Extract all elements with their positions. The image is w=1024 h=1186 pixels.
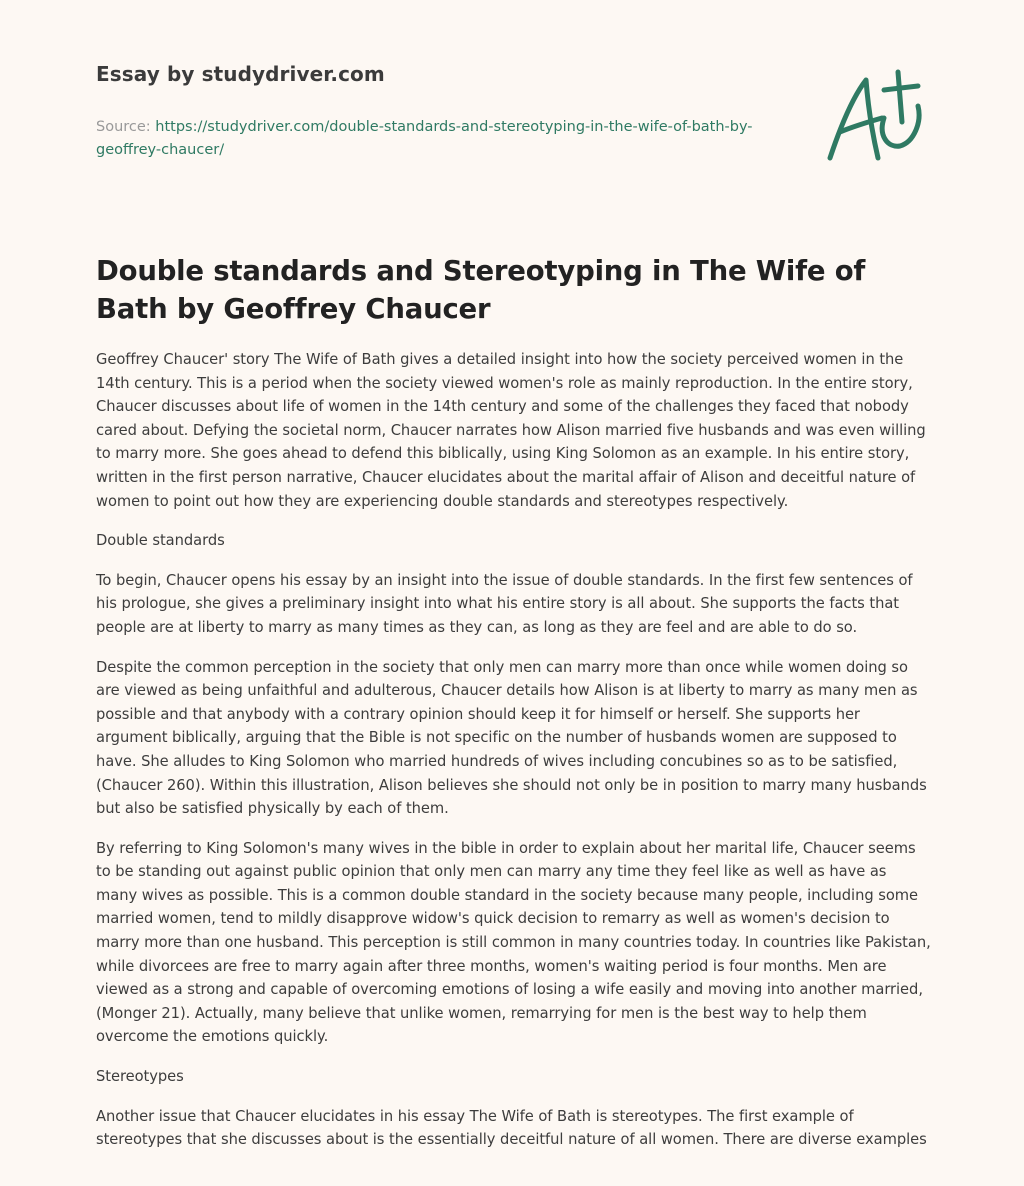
paragraph: To begin, Chaucer opens his essay by an insight into the issue of double standards. In the first few sentences of his prologue, she gives a preliminary insight into what his entire story is all about. She supports the facts that people are at liberty to marry as many times as they can, as long as they are feel and are able to do so. <box>96 571 913 636</box>
source-link[interactable]: https://studydriver.com/double-standards-and-stereotyping-in-the-wife-of-bath-by-geoffrey-chaucer/ <box>96 119 753 158</box>
section-heading-double-standards: Double standards <box>96 532 225 550</box>
brand-title: Essay by studydriver.com <box>96 62 385 86</box>
source-label: Source: <box>96 119 156 135</box>
article-title: Double standards and Stereotyping in The Wife of Bath by Geoffrey Chaucer <box>96 255 866 325</box>
paragraph: Another issue that Chaucer elucidates in his essay The Wife of Bath is stereotypes. The first example of stereotypes that she discusses about is the essentially deceitful nature of all women. There are diverse examples <box>96 1107 927 1149</box>
source-line <box>96 116 796 162</box>
paragraph: By referring to King Solomon's many wives in the bible in order to explain about her marital life, Chaucer seems to be standing out against public opinion that only men can marry any time they feel like as well as have as many wives as possible. This is a common double standard in the society because many people, including some married women, tend to mildly disapprove widow's quick decision to remarry as well as women's decision to marry more than one husband. This perception is still common in many countries today. In countries like Pakistan, while divorcees are free to marry again after three months, women's waiting period is four months. Men are viewed as a strong and capable of overcoming emotions of losing a wife easily and moving into another married, (Monger 21). Actually, many believe that unlike women, remarrying for men is the best way to help them overcome the emotions quickly. <box>96 839 931 1046</box>
document-header <box>96 62 796 162</box>
paragraph-intro: Geoffrey Chaucer' story The Wife of Bath gives a detailed insight into how the society perceived women in the 14th century. This is a period when the society viewed women's role as mainly reproduction. In the entire story, Chaucer discusses about life of women in the 14th century and some of the challenges they faced that nobody cared about. Defying the societal norm, Chaucer narrates how Alison married five husbands and was even willing to marry more. She goes ahead to defend this biblically, using King Solomon as an example. In his entire story, written in the first person narrative, Chaucer elucidates about the marital affair of Alison and deceitful nature of women to point out how they are experiencing double standards and stereotypes respectively. <box>96 351 926 510</box>
a-plus-grade-icon <box>822 66 926 166</box>
paragraph: Despite the common perception in the society that only men can marry more than once while women doing so are viewed as being unfaithful and adulterous, Chaucer details how Alison is at liberty to marry as many men as possible and that anybody with a contrary opinion should keep it for himself or herself. She supports her argument biblically, arguing that the Bible is not specific on the number of husbands women are supposed to have. She alludes to King Solomon who married hundreds of wives including concubines so as to be satisfied, (Chaucer 260). Within this illustration, Alison believes she should not only be in position to marry many husbands but also be satisfied physically by each of them. <box>96 658 927 818</box>
section-heading-stereotypes: Stereotypes <box>96 1068 184 1086</box>
article <box>96 252 932 1168</box>
